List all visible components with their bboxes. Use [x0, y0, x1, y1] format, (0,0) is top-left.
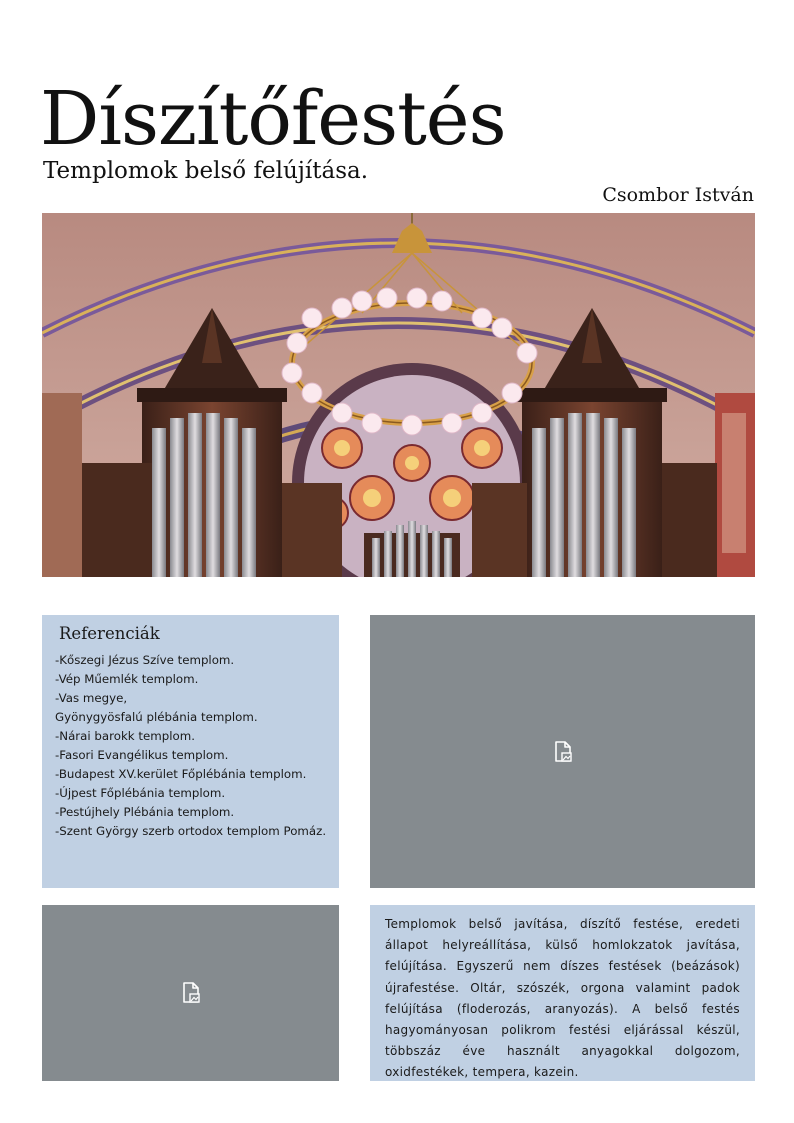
page-title: Díszítőfestés — [40, 76, 506, 162]
description-panel — [370, 905, 755, 1081]
page-subtitle: Templomok belső felújítása. — [43, 158, 369, 184]
reference-item: -Vép Műemlék templom. — [55, 672, 199, 686]
church-interior-image — [42, 213, 755, 577]
references-panel — [42, 615, 339, 888]
reference-item: -Pestújhely Plébánia templom. — [55, 805, 235, 819]
reference-item: -Újpest Főplébánia templom. — [55, 786, 226, 800]
reference-item: -Kőszegi Jézus Szíve templom. — [55, 653, 235, 667]
author-name: Csombor István — [602, 184, 754, 206]
description-text: Templomok belső javítása, díszítő festése, eredeti állapot helyreállítása, külső homlokzatok javítása, felújítása. Egyszerű nem díszes festések (beázások) újrafestése. Oltár, szószék, orgona valamint padok felújítása (floderozás, aranyozás). A belső festés hagyományosan polikrom festési eljárással készül, többszáz éve használt anyagokkal dolgozom, oxidfestékek, tempera, kazein. — [385, 917, 740, 1080]
image-placeholder-icon — [182, 982, 200, 1004]
image-placeholder-icon — [554, 741, 572, 763]
reference-item: -Nárai barokk templom. — [55, 729, 195, 743]
reference-item: -Szent György szerb ortodox templom Pomáz. — [55, 824, 327, 838]
references-heading: Referenciák — [59, 624, 160, 643]
reference-item: -Budapest XV.kerület Főplébánia templom. — [55, 767, 307, 781]
reference-item: Gyönygyösfalú plébánia templom. — [55, 710, 258, 724]
reference-item: -Fasori Evangélikus templom. — [55, 748, 229, 762]
references-list — [55, 651, 333, 841]
image-placeholder-bottom[interactable] — [42, 905, 339, 1081]
image-placeholder-top[interactable] — [370, 615, 755, 888]
reference-item: -Vas megye, — [55, 691, 128, 705]
